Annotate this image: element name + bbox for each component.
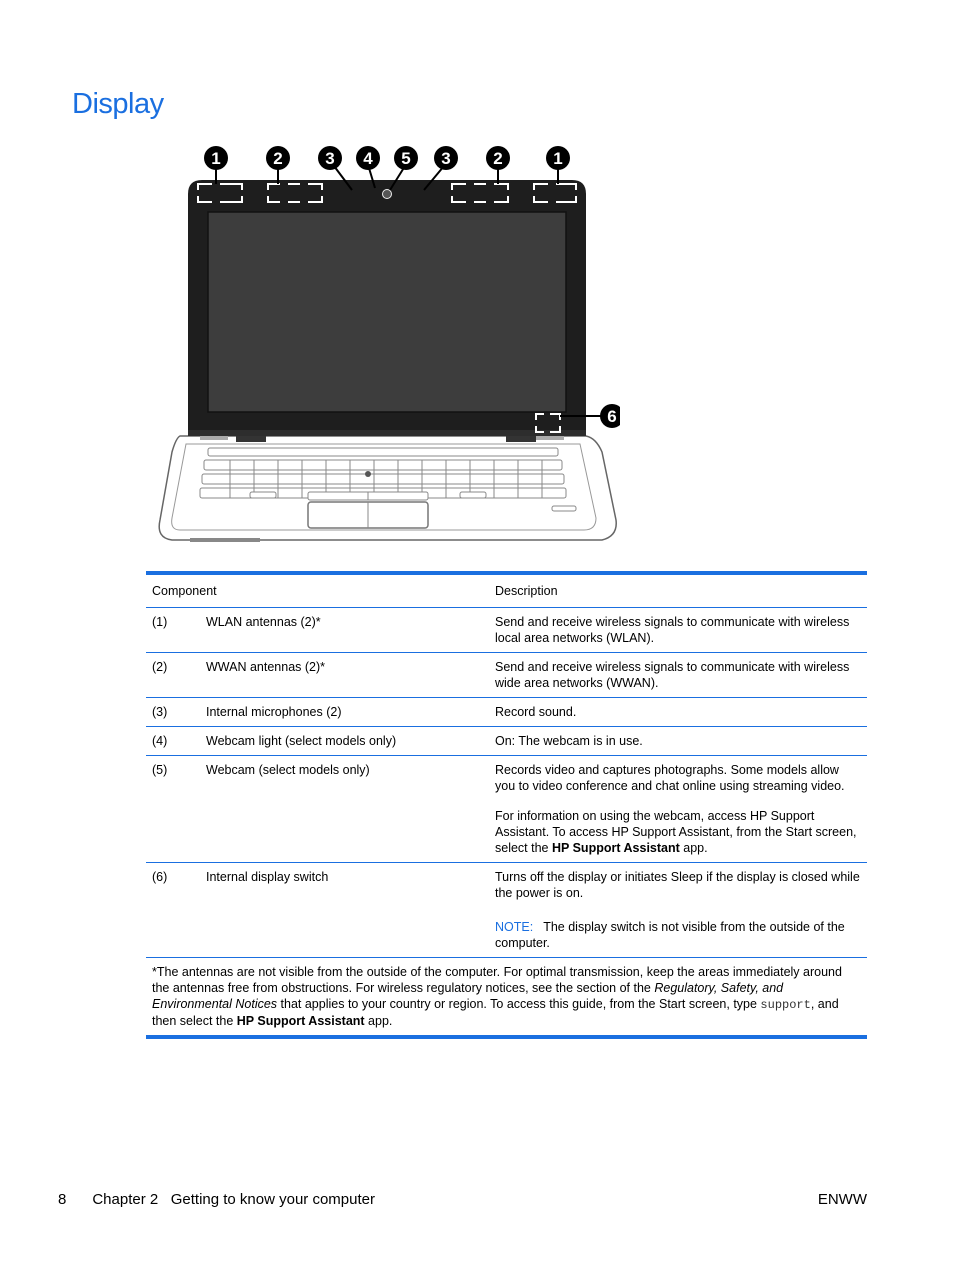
svg-text:3: 3 bbox=[325, 149, 335, 168]
row-description: Send and receive wireless signals to communicate with wireless local area networks (WLAN). bbox=[495, 615, 850, 645]
table-row bbox=[146, 727, 867, 756]
hp-support-assistant-ref: HP Support Assistant bbox=[551, 841, 680, 855]
svg-text:5: 5 bbox=[401, 149, 411, 168]
svg-text:2: 2 bbox=[493, 149, 503, 168]
page-footer bbox=[58, 1191, 867, 1208]
page-title: Display bbox=[72, 88, 164, 120]
row-number: (4) bbox=[152, 734, 168, 748]
table-header bbox=[146, 575, 867, 608]
svg-text:4: 4 bbox=[363, 149, 373, 168]
header-description: Description bbox=[495, 584, 558, 598]
note bbox=[495, 919, 861, 951]
row-description: Send and receive wireless signals to communicate with wireless wide area networks (WWAN). bbox=[495, 660, 850, 690]
svg-text:1: 1 bbox=[553, 149, 563, 168]
laptop-display-figure bbox=[150, 140, 620, 550]
header-component: Component bbox=[152, 584, 217, 598]
chapter-title: Chapter 2 Getting to know your computer bbox=[92, 1191, 375, 1208]
row-number: (2) bbox=[152, 660, 168, 674]
callout-5 bbox=[394, 146, 418, 170]
row-component: Webcam light (select models only) bbox=[206, 734, 397, 748]
callout-4 bbox=[356, 146, 380, 170]
components-table bbox=[146, 571, 867, 1039]
callout-1-left bbox=[204, 146, 228, 170]
row-number: (6) bbox=[152, 870, 168, 884]
svg-text:2: 2 bbox=[273, 149, 283, 168]
note-label: NOTE: bbox=[495, 920, 534, 934]
page-number: 8 bbox=[58, 1191, 67, 1208]
table-footnote-row bbox=[146, 958, 867, 1035]
svg-text:6: 6 bbox=[607, 407, 617, 426]
laptop-base bbox=[159, 436, 616, 542]
laptop-lid bbox=[188, 180, 586, 442]
callout-2-left bbox=[266, 146, 290, 170]
row-component: Webcam (select models only) bbox=[206, 763, 370, 777]
webcam-info: For information on using the webcam, access HP Support Assistant. To access HP Support Assistant, from the Start screen, select the HP Support Assistant app. bbox=[495, 809, 857, 855]
svg-text:1: 1 bbox=[211, 149, 221, 168]
footer-right: ENWW bbox=[817, 1191, 867, 1208]
table-row bbox=[146, 863, 867, 958]
regulatory-notices-title: Regulatory, Safety, and Environmental Notices bbox=[152, 981, 784, 1011]
table-row bbox=[146, 698, 867, 727]
row-component: Internal display switch bbox=[206, 870, 329, 884]
row-number: (5) bbox=[152, 763, 168, 777]
row-description: Record sound. bbox=[495, 705, 577, 719]
svg-text:3: 3 bbox=[441, 149, 451, 168]
table-row bbox=[146, 756, 867, 863]
row-description: On: The webcam is in use. bbox=[495, 734, 643, 748]
note-text: The display switch is not visible from the outside of the computer. bbox=[495, 920, 845, 950]
table-row bbox=[146, 653, 867, 698]
row-number: (1) bbox=[152, 615, 168, 629]
row-description: Records video and captures photographs. Some models allow you to video conference and chat online using streaming video. For information on using the webcam, access HP Support Assistant. To access HP Support Assistant, from the Start screen, select the HP Support Assistant app. bbox=[489, 756, 867, 862]
callout-3-left bbox=[318, 146, 342, 170]
footnote: *The antennas are not visible from the outside of the computer. For optimal transmission, keep the areas immediately around the antennas free from obstructions. For wireless regulatory notices, see the section of the Regulatory, Safety, and Environmental Notices that applies to your country or region. To access this guide, from the Start screen, type support, and then select the HP Support Assistant app. bbox=[152, 965, 842, 1028]
row-component: WWAN antennas (2)* bbox=[206, 660, 326, 674]
callout-6 bbox=[600, 404, 620, 428]
row-component: Internal microphones (2) bbox=[206, 705, 342, 719]
row-description: Turns off the display or initiates Sleep if the display is closed while the power is on. NOTE: The display switch is not visible from the outside of the computer. bbox=[495, 870, 860, 950]
hp-support-assistant-ref: HP Support Assistant bbox=[236, 1014, 365, 1028]
callout-1-right bbox=[546, 146, 570, 170]
table-row bbox=[146, 608, 867, 653]
callout-3-right bbox=[434, 146, 458, 170]
support-command: support bbox=[760, 998, 811, 1012]
row-number: (3) bbox=[152, 705, 168, 719]
callout-2-right bbox=[486, 146, 510, 170]
row-component: WLAN antennas (2)* bbox=[206, 615, 321, 629]
